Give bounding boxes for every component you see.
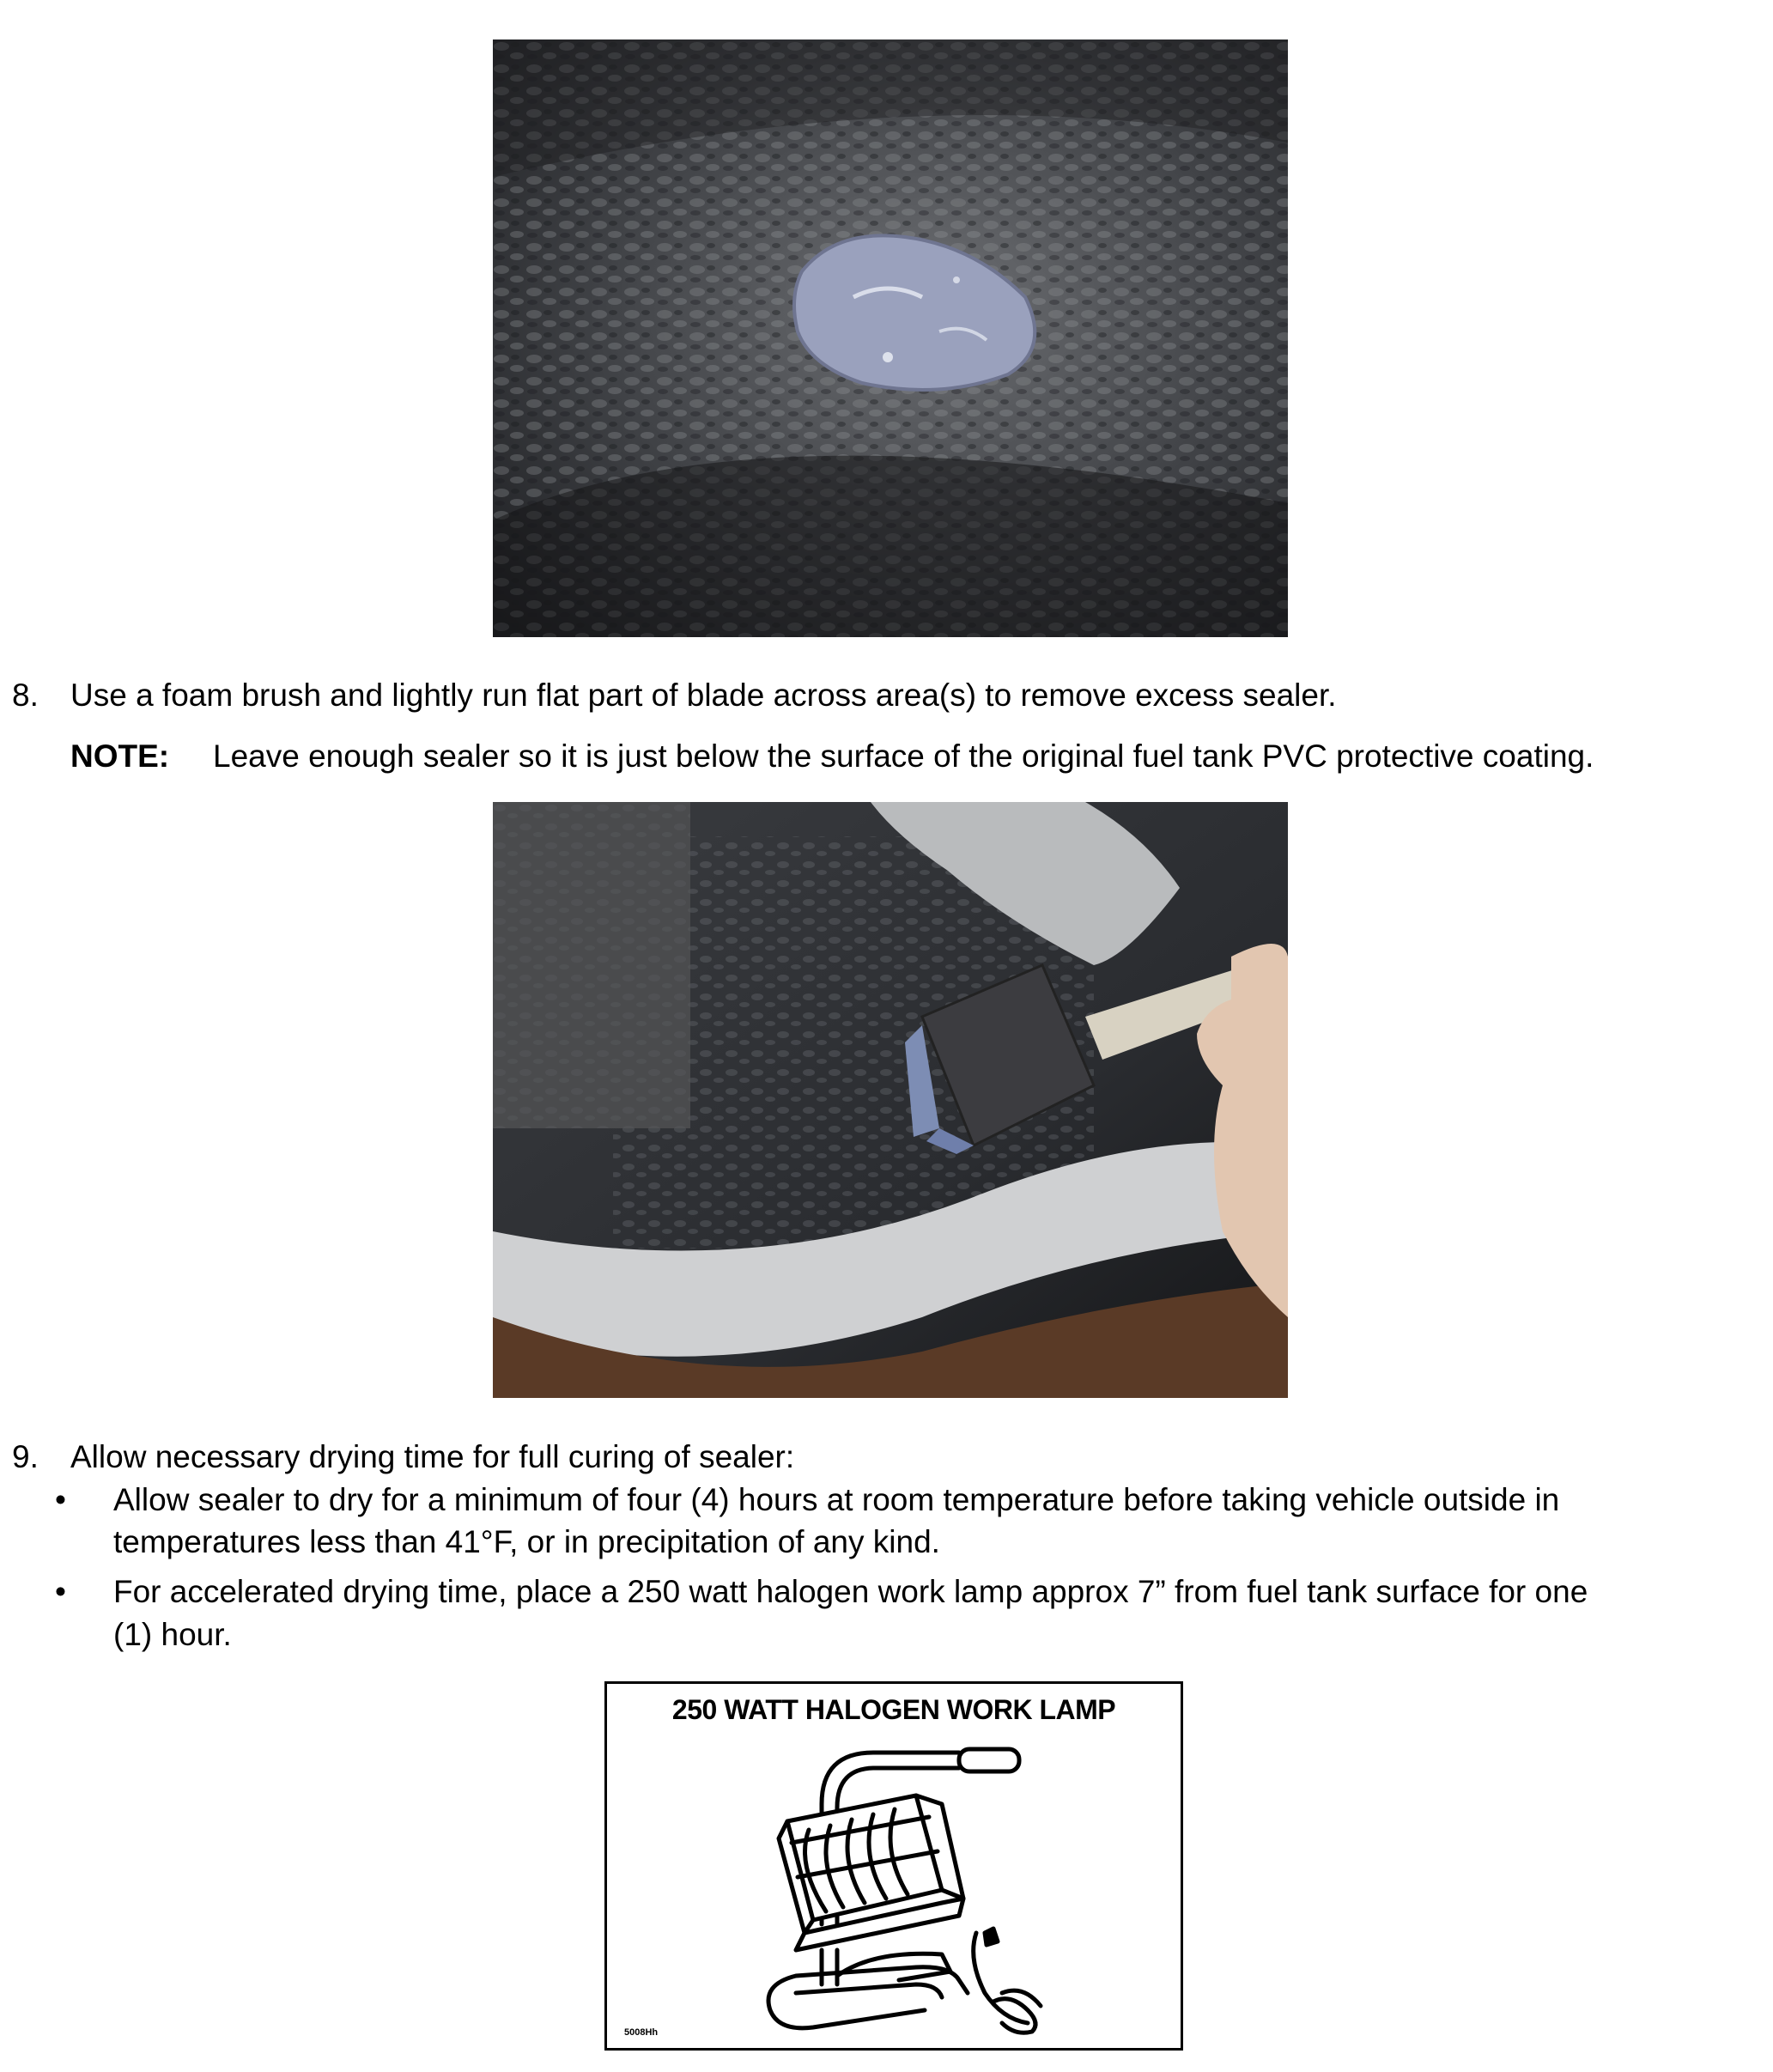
note-label: NOTE: bbox=[70, 738, 170, 774]
note-text: Leave enough sealer so it is just below the surface of the original fuel tank PVC protective coating. bbox=[213, 738, 1594, 774]
halogen-lamp-figure bbox=[604, 1681, 1183, 2051]
step-9-text: Allow necessary drying time for full curing of sealer: bbox=[70, 1439, 795, 1474]
step-8-text: Use a foam brush and lightly run flat part of blade across area(s) to remove excess sealer. bbox=[70, 678, 1337, 713]
bullet-1-line-1: Allow sealer to dry for a minimum of four (4) hours at room temperature before taking vehicle outside in bbox=[113, 1482, 1560, 1517]
lamp-figure-title: 250 WATT HALOGEN WORK LAMP bbox=[671, 1694, 1116, 1725]
bullet-1-line-2: temperatures less than 41°F, or in precipitation of any kind. bbox=[113, 1524, 940, 1559]
step-9-number: 9. bbox=[12, 1439, 39, 1474]
bullet-2-line-2: (1) hour. bbox=[113, 1617, 232, 1652]
bullet-icon: • bbox=[55, 1574, 66, 1609]
foam-brush-photo bbox=[493, 802, 1288, 1398]
bullet-icon: • bbox=[55, 1482, 66, 1517]
step-8-number: 8. bbox=[12, 678, 39, 713]
bullet-2-line-1: For accelerated drying time, place a 250 watt halogen work lamp approx 7” from fuel tank surface for one bbox=[113, 1574, 1588, 1609]
halogen-work-lamp-illustration bbox=[744, 1735, 1071, 2045]
figure-code: 5008Hh bbox=[624, 2027, 659, 2038]
sealer-patch-photo bbox=[493, 39, 1288, 637]
